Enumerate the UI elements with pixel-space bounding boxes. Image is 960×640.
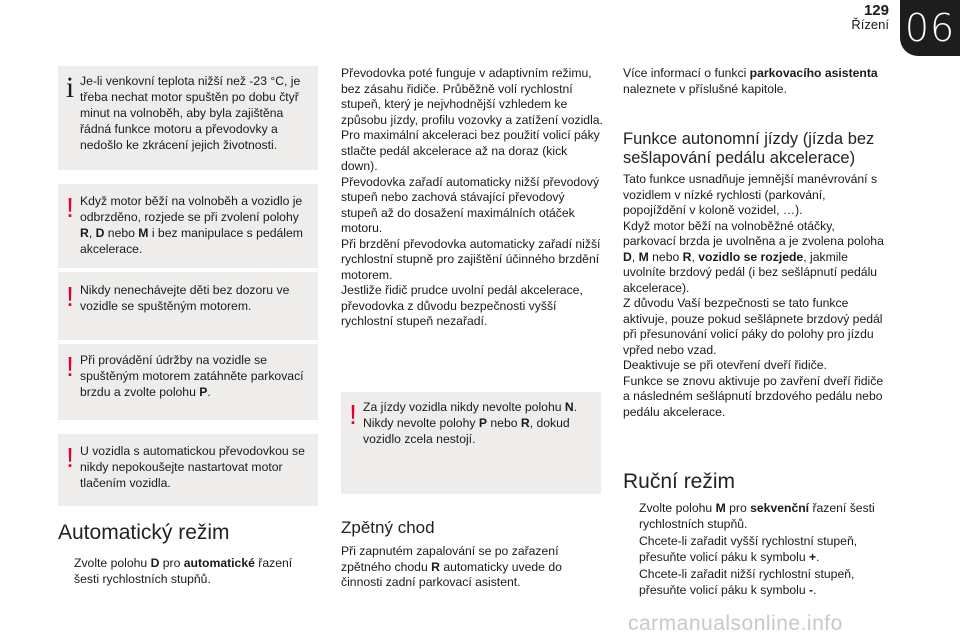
creep-function-text: Tato funkce usnadňuje jemnější manévrování s vozidlem v nízké rychlosti (parkování, popojíždění v koloně vozidel, …). Když motor běží na volnoběžné otáčky, parkovací brzda je uvolněna a je zvolena poloha D, M nebo R, vozidlo se rozjede, jakmile uvolníte brzdový pedál (i bez sešlápnutí pedálu akcelerace). Z důvodu Vaší bezpečnosti se tato funkce aktivuje, pouze pokud sešlápnete brzdový pedál při přesunování volicí páky do polohy pro jízdu vpřed nebo vzad. Deaktivuje se při otevření dveří řidiče. Funkce se znovu aktivuje po zavření dveří řidiče a následném sešlápnutí brzdového pedálu nebo pedálu akcelerace.	[623, 172, 884, 419]
automatic-mode-list	[58, 556, 316, 589]
info-icon: i	[65, 71, 75, 104]
heading-reverse: Zpětný chod	[341, 518, 435, 537]
heading-automatic-mode: Automatický režim	[58, 521, 230, 544]
note-text: Nikdy nenechávejte děti bez dozoru ve vozidle se spuštěným motorem.	[80, 283, 290, 313]
parking-assist-reference: Více informací o funkci parkovacího asistenta naleznete v příslušné kapitole.	[623, 66, 878, 96]
info-note-temperature	[58, 66, 318, 170]
warning-icon: !	[66, 442, 74, 473]
warning-icon: !	[66, 281, 74, 312]
manual-mode-list	[623, 501, 885, 600]
warning-note-creep	[58, 184, 318, 268]
warning-note-neutral	[341, 392, 601, 494]
note-text: Je-li venkovní teplota nižší než -23 °C, je třeba nechat motor spuštěn po dobu čtyř minut na volnoběh, aby byla zajištěna řádná funkce motoru a převodovky a nedošlo ke zkrácení jejich životnosti.	[80, 74, 301, 152]
warning-icon: !	[66, 351, 74, 382]
list-item: Chcete-li zařadit vyšší rychlostní stupeň, přesuňte volicí páku k symbolu +.	[639, 534, 858, 564]
note-text: Při provádění údržby na vozidle se spuštěným motorem zatáhněte parkovací brzdu a zvolte polohu P.	[80, 353, 304, 399]
heading-manual-mode: Ruční režim	[623, 470, 736, 493]
note-text: U vozidla s automatickou převodovkou se nikdy nepokoušejte nastartovat motor tlačením vozidla.	[80, 444, 305, 490]
adaptive-mode-text: Převodovka poté funguje v adaptivním režimu, bez zásahu řidiče. Průběžně volí rychlostní stupeň, který je nejvhodnější vzhledem ke způsobu jízdy, profilu vozovky a zatížení vozidla. Pro maximální akceleraci bez použití volicí páky stlačte pedál akcelerace až na doraz (kick down). Převodovka zařadí automaticky nižší převodový stupeň nebo zachová stávající převodový stupeň až do dosažení maximálních otáček motoru. Při brzdění převodovka automaticky zařadí nižší rychlostní stupně pro zajištění účinného brzdění motorem. Jestliže řidič prudce uvolní pedál akcelerace, převodovka z důvodu bezpečnosti vyšší rychlostní stupeň nezařadí.	[341, 66, 603, 328]
page-number: 129	[863, 2, 889, 19]
list-item: Zvolte polohu M pro sekvenční řazení šesti rychlostních stupňů.	[639, 501, 875, 531]
chapter-tab: 06	[900, 0, 960, 56]
warning-note-children	[58, 272, 318, 340]
heading-creep-function: Funkce autonomní jízdy (jízda bez sešlapování pedálu akcelerace)	[623, 130, 875, 167]
list-item: Chcete-li zařadit nižší rychlostní stupeň, přesuňte volicí páku k symbolu -.	[639, 567, 855, 597]
watermark: carmanualsonline.info	[628, 612, 843, 635]
list-item: Zvolte polohu D pro automatické řazení šesti rychlostních stupňů.	[74, 556, 293, 586]
warning-icon: !	[66, 192, 74, 223]
note-text: Za jízdy vozidla nikdy nevolte polohu N. Nikdy nevolte polohy P nebo R, dokud vozidlo zcela nestojí.	[363, 400, 578, 446]
reverse-text: Při zapnutém zapalování se po zařazení zpětného chodu R automaticky uvede do činnosti zadní parkovací asistent.	[341, 544, 562, 589]
note-text: Když motor běží na volnoběh a vozidlo je odbrzděno, rozjede se při zvolení polohy R, D nebo M i bez manipulace s pedálem akcelerace.	[80, 194, 303, 256]
warning-icon: !	[349, 399, 357, 430]
section-title: Řízení	[851, 17, 889, 32]
warning-note-push-start	[58, 434, 318, 506]
warning-note-maintenance	[58, 344, 318, 420]
